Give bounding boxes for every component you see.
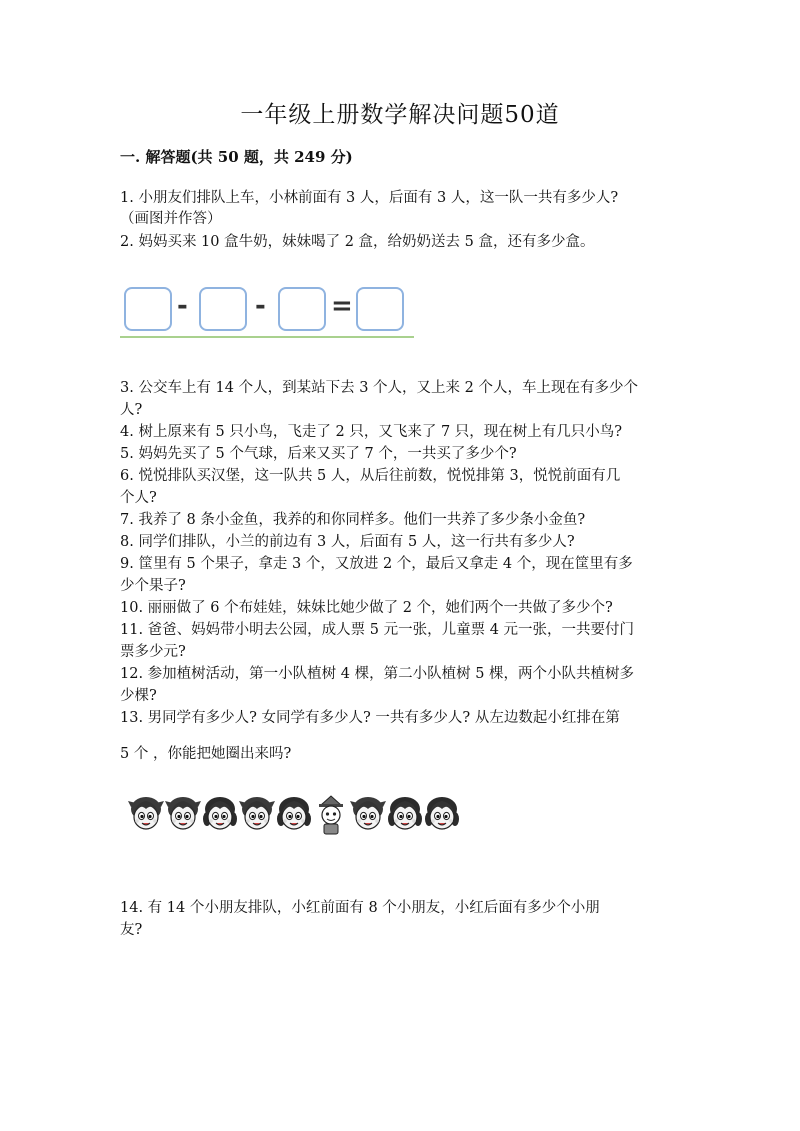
question-14-line-2: 友? bbox=[120, 922, 143, 938]
question-6-line-1: 6. 悦悦排队买汉堡，这一队共 5 人，从后往前数，悦悦排第 3，悦悦前面有几 bbox=[120, 468, 621, 484]
question-12-line-1: 12. 参加植树活动，第一小队植树 4 棵，第二小队植树 5 棵，两个小队共植树多 bbox=[120, 666, 635, 682]
question-1-line-2: （画图并作答） bbox=[120, 211, 222, 227]
equation-diagram bbox=[118, 283, 414, 341]
question-11-line-1: 11. 爸爸、妈妈带小明去公园，成人票 5 元一张，儿童票 4 元一张，一共要付门 bbox=[120, 622, 635, 638]
question-6-line-2: 个人? bbox=[120, 490, 157, 506]
question-4: 4. 树上原来有 5 只小鸟，飞走了 2 只，又飞来了 7 只，现在树上有几只小鸟? bbox=[120, 424, 623, 440]
equation-operator-3: = bbox=[331, 291, 353, 321]
equation-operator-1: - bbox=[177, 291, 188, 321]
question-7: 7. 我养了 8 条小金鱼，我养的和你同样多。他们一共养了多少条小金鱼? bbox=[120, 512, 586, 528]
question-13-line-2: 5 个 ，你能把她圈出来吗? bbox=[120, 746, 292, 762]
section-heading: 一. 解答题(共 50 题，共 249 分) bbox=[120, 148, 353, 166]
question-12-line-2: 少棵? bbox=[120, 688, 157, 704]
question-13-line-1: 13. 男同学有多少人? 女同学有多少人? 一共有多少人? 从左边数起小红排在第 bbox=[120, 710, 620, 726]
equation-underline bbox=[120, 336, 414, 338]
question-1-line-1: 1. 小朋友们排队上车，小林前面有 3 人，后面有 3 人，这一队一共有多少人? bbox=[120, 190, 619, 206]
question-10: 10. 丽丽做了 6 个布娃娃，妹妹比她少做了 2 个，她们两个一共做了多少个? bbox=[120, 600, 613, 616]
child-1-boy-icon bbox=[128, 793, 164, 837]
question-8: 8. 同学们排队，小兰的前边有 3 人，后面有 5 人，这一行共有多少人? bbox=[120, 534, 575, 550]
equation-box-2 bbox=[199, 287, 247, 331]
child-6-girl-hat-icon bbox=[313, 793, 349, 837]
question-2: 2. 妈妈买来 10 盒牛奶，妹妹喝了 2 盒，给奶奶送去 5 盒，还有多少盒。 bbox=[120, 234, 595, 250]
child-7-boy-icon bbox=[350, 793, 386, 837]
child-5-girl-icon bbox=[276, 793, 312, 837]
equation-box-1 bbox=[124, 287, 172, 331]
equation-operator-2: - bbox=[255, 291, 266, 321]
child-8-girl-icon bbox=[387, 793, 423, 837]
question-14-line-1: 14. 有 14 个小朋友排队，小红前面有 8 个小朋友，小红后面有多少个小朋 bbox=[120, 900, 600, 916]
question-11-line-2: 票多少元? bbox=[120, 644, 186, 660]
page-title: 一年级上册数学解决问题50道 bbox=[240, 102, 560, 128]
child-4-boy-icon bbox=[239, 793, 275, 837]
child-2-boy-icon bbox=[165, 793, 201, 837]
child-9-girl-icon bbox=[424, 793, 460, 837]
equation-box-4 bbox=[356, 287, 404, 331]
child-3-girl-icon bbox=[202, 793, 238, 837]
question-9-line-2: 少个果子? bbox=[120, 578, 186, 594]
question-9-line-1: 9. 筐里有 5 个果子，拿走 3 个，又放进 2 个，最后又拿走 4 个，现在筐里有多 bbox=[120, 556, 633, 572]
question-3-line-2: 人? bbox=[120, 402, 143, 418]
equation-box-3 bbox=[278, 287, 326, 331]
children-row bbox=[128, 793, 468, 843]
question-3-line-1: 3. 公交车上有 14 个人，到某站下去 3 个人，又上来 2 个人，车上现在有多少个 bbox=[120, 380, 638, 396]
question-5: 5. 妈妈先买了 5 个气球，后来又买了 7 个，一共买了多少个? bbox=[120, 446, 517, 462]
